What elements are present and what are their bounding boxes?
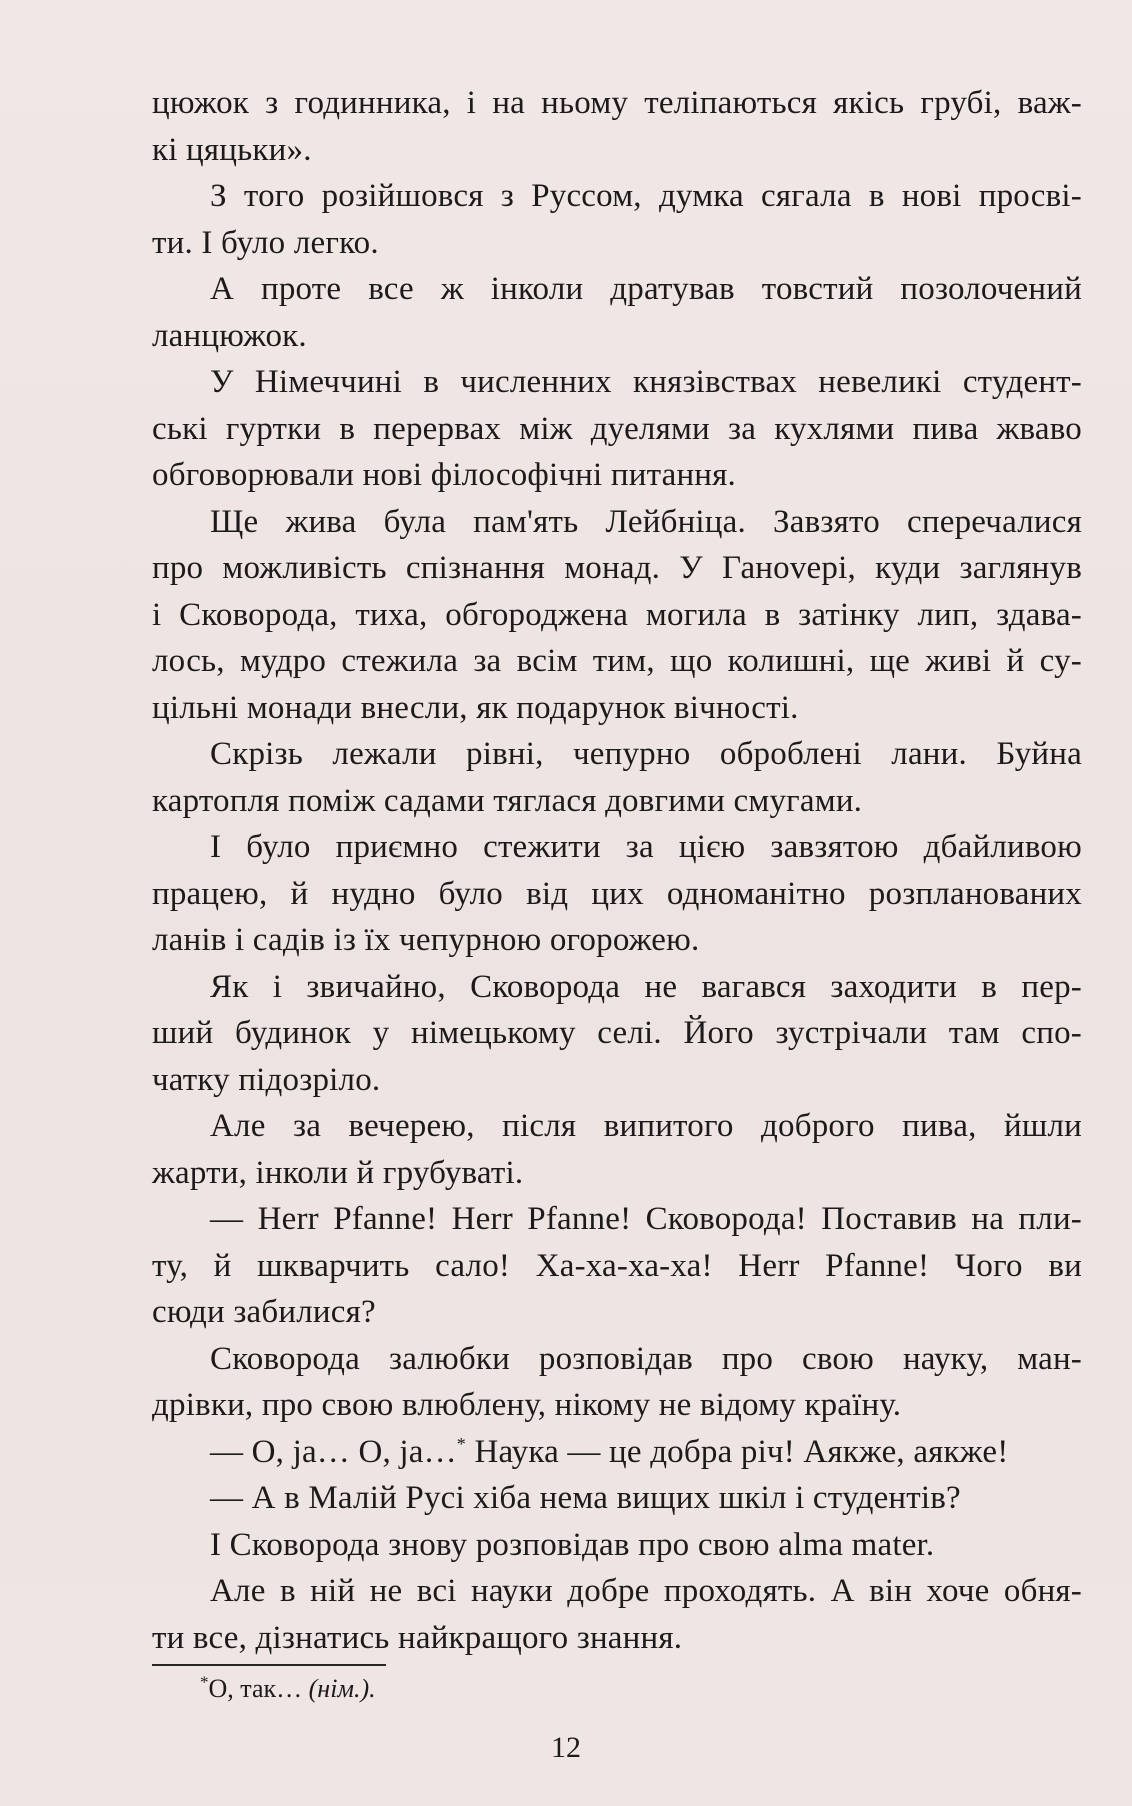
text-line: У Німеччині в численних князівствах невеликі студент- <box>210 364 1082 400</box>
text-line: Як і звичайно, Сковорода не вагався заходити в пер- <box>210 968 1082 1005</box>
text-line: обговорювали нові філософічні питання. <box>152 457 736 493</box>
text-line: — Herr Pfanne! Herr Pfanne! Сковорода! Поставив на пли- <box>210 1201 1082 1237</box>
footnote-mark: * <box>200 1672 209 1692</box>
footnote-language: (нім.). <box>308 1674 376 1703</box>
text-line: чатку підозріло. <box>152 1061 381 1098</box>
text-line: І було приємно стежити за цією завзятою дбайливою <box>210 829 1082 865</box>
footnote-reference: * <box>456 1433 466 1454</box>
text-line: ські гуртки в перервах між дуелями за кухлями пива жваво <box>152 410 1082 447</box>
body-text <box>152 80 1082 1661</box>
text-line: картопля поміж садами тяглася довгими смугами. <box>152 782 863 819</box>
page-number: 12 <box>551 1731 581 1764</box>
text-line: І Сковорода знову розповідав про свою alma mater. <box>210 1526 935 1563</box>
text-line: Сковорода залюбки розповідав про свою науку, ман- <box>210 1340 1082 1377</box>
text-line: ти. І було легко. <box>152 224 379 261</box>
footnote-divider <box>152 1664 386 1666</box>
text-line: ти все, дізнатись найкращого знання. <box>152 1619 683 1656</box>
text-line: цільні монади внесли, як подарунок вічності. <box>152 689 799 726</box>
text-line: Ще жива була пам'ять Лейбніца. Завзято сперечалися <box>210 503 1082 540</box>
text-line: ший будинок у німецькому селі. Його зустрічали там спо- <box>152 1015 1082 1051</box>
text-line: А проте все ж інколи дратував товстий позолочений <box>210 271 1082 307</box>
text-line: — А в Малій Русі хіба нема вищих шкіл і студентів? <box>210 1480 961 1516</box>
text-line: Скрізь лежали рівні, чепурно оброблені лани. Буйна <box>210 736 1082 772</box>
text-line: цюжок з годинника, і на ньому теліпаються якісь грубі, важ- <box>152 85 1082 121</box>
text-line: Але за вечерею, після випитого доброго пива, йшли <box>210 1108 1082 1144</box>
text-line: З того розійшовся з Руссом, думка сягала в нові просві- <box>210 178 1082 214</box>
text-line: ланів і садів із їх чепурною огорожею. <box>152 922 700 958</box>
text-line: і Сковорода, тиха, обгороджена могила в затінку лип, здава- <box>152 596 1082 633</box>
text-line: ланцюжок. <box>152 317 307 354</box>
text-line: Але в ній не всі науки добре проходять. А він хоче обня- <box>210 1573 1082 1609</box>
text-line: сюди забилися? <box>152 1294 376 1330</box>
text-line: про можливість спізнання монад. У Ганovері, куди заглянув <box>152 550 1082 586</box>
text-line: ту, й шкварчить сало! Ха-ха-ха-ха! Herr Pfanne! Чого ви <box>152 1247 1082 1284</box>
text-line: жарти, інколи й грубуваті. <box>152 1154 524 1191</box>
footnote <box>200 1672 376 1706</box>
text-line: лось, мудро стежила за всім тим, що колишні, ще живі й су- <box>152 643 1082 679</box>
text-line: дрівки, про свою влюблену, нікому не відому країну. <box>152 1387 902 1423</box>
text-line: — O, ja… O, ja…* Наука — це добра річ! Аякже, аякже! <box>210 1433 1009 1470</box>
text-line: працею, й нудно було від цих одноманітно розпланованих <box>152 875 1082 912</box>
text-line: кі цяцьки». <box>152 131 312 168</box>
footnote-text: O, так… <box>208 1674 309 1703</box>
